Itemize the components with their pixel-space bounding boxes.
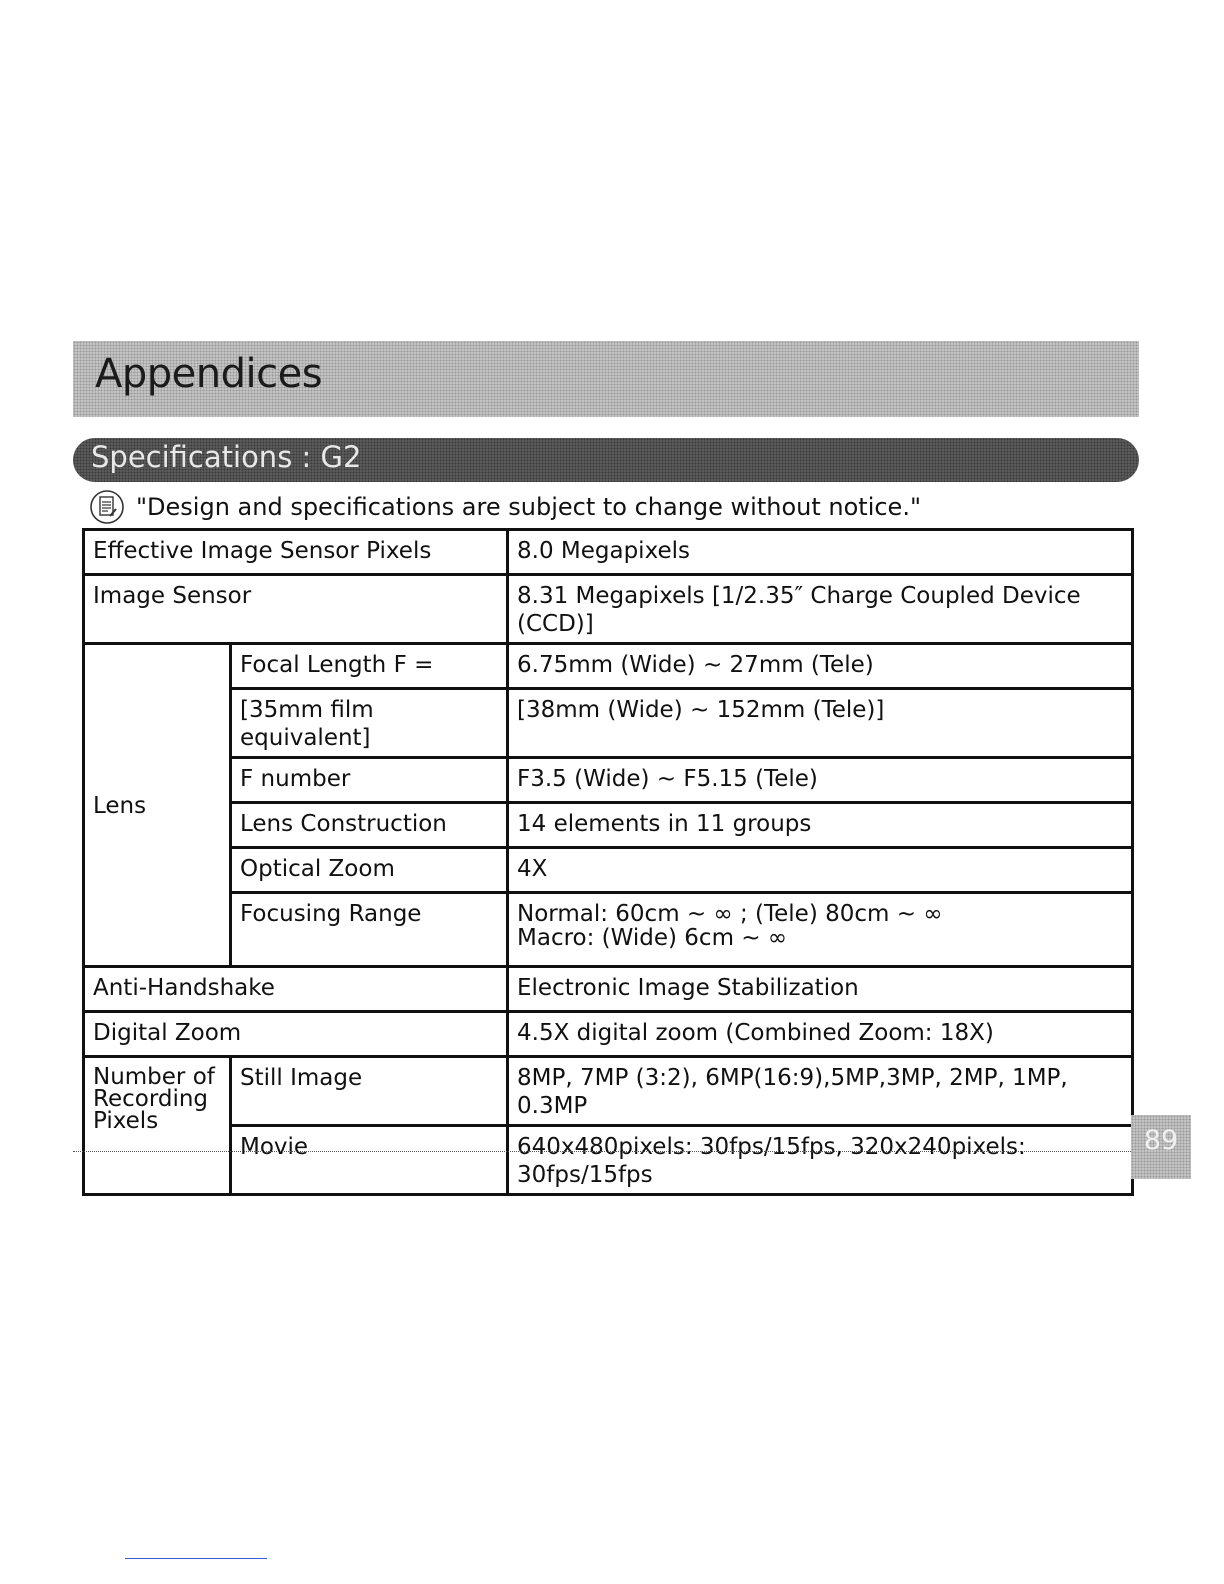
spec-label: F number (231, 758, 508, 803)
spec-value: 4.5X digital zoom (Combined Zoom: 18X) (508, 1012, 1133, 1057)
recording-label-line: Pixels (93, 1108, 159, 1134)
recording-label-line: Recording (93, 1086, 209, 1112)
spec-label: Focal Length F = (231, 644, 508, 689)
spec-label: Digital Zoom (84, 1012, 508, 1057)
table-row (84, 848, 1133, 893)
spec-label: Optical Zoom (231, 848, 508, 893)
spec-value: 6.75mm (Wide) ~ 27mm (Tele) (508, 644, 1133, 689)
spec-value: 8.31 Megapixels [1/2.35″ Charge Coupled Device (CCD)] (508, 575, 1133, 644)
section-title: Appendices (95, 351, 323, 397)
spec-value: Electronic Image Stabilization (508, 967, 1133, 1012)
note-icon (88, 488, 126, 526)
table-row (84, 1012, 1133, 1057)
spec-label: Anti-Handshake (84, 967, 508, 1012)
table-row (84, 893, 1133, 967)
spec-group-label: Lens (84, 644, 231, 967)
table-row (84, 758, 1133, 803)
footer-line (125, 1558, 267, 1559)
focusing-macro: Macro: (Wide) 6cm ~ ∞ (517, 925, 788, 951)
table-row (84, 530, 1133, 575)
spec-label: Movie (231, 1126, 508, 1195)
spec-value: [38mm (Wide) ~ 152mm (Tele)] (508, 689, 1133, 758)
spec-value: 640x480pixels: 30fps/15fps, 320x240pixels: 30fps/15fps (508, 1126, 1133, 1195)
spec-value: 14 elements in 11 groups (508, 803, 1133, 848)
spec-label: Still Image (231, 1057, 508, 1126)
table-row (84, 803, 1133, 848)
page-number: 89 (1143, 1125, 1179, 1156)
notice-text: "Design and specifications are subject to change without notice." (136, 493, 921, 521)
spec-value (508, 893, 1133, 967)
footer-divider (73, 1151, 1133, 1152)
spec-group-label (84, 1057, 231, 1195)
specifications-table (82, 528, 1134, 1196)
page-number-box (1131, 1115, 1191, 1179)
spec-value: 8MP, 7MP (3:2), 6MP(16:9),5MP,3MP, 2MP, 1MP, 0.3MP (508, 1057, 1133, 1126)
spec-value: 4X (508, 848, 1133, 893)
focusing-normal: Normal: 60cm ~ ∞ ; (Tele) 80cm ~ ∞ (517, 901, 943, 927)
spec-label: Focusing Range (231, 893, 508, 967)
table-row (84, 1057, 1133, 1126)
recording-label-line: Number of (93, 1064, 215, 1090)
section-header-bar (73, 341, 1139, 417)
table-row (84, 1126, 1133, 1195)
spec-value: 8.0 Megapixels (508, 530, 1133, 575)
spec-label: [35mm film equivalent] (231, 689, 508, 758)
subsection-header-bar (73, 438, 1139, 482)
table-row (84, 689, 1133, 758)
subsection-title: Specifications : G2 (91, 440, 362, 474)
spec-label: Image Sensor (84, 575, 508, 644)
table-row (84, 644, 1133, 689)
spec-label: Effective Image Sensor Pixels (84, 530, 508, 575)
spec-label: Lens Construction (231, 803, 508, 848)
table-row (84, 967, 1133, 1012)
spec-value: F3.5 (Wide) ~ F5.15 (Tele) (508, 758, 1133, 803)
notice (88, 488, 921, 526)
table-row (84, 575, 1133, 644)
